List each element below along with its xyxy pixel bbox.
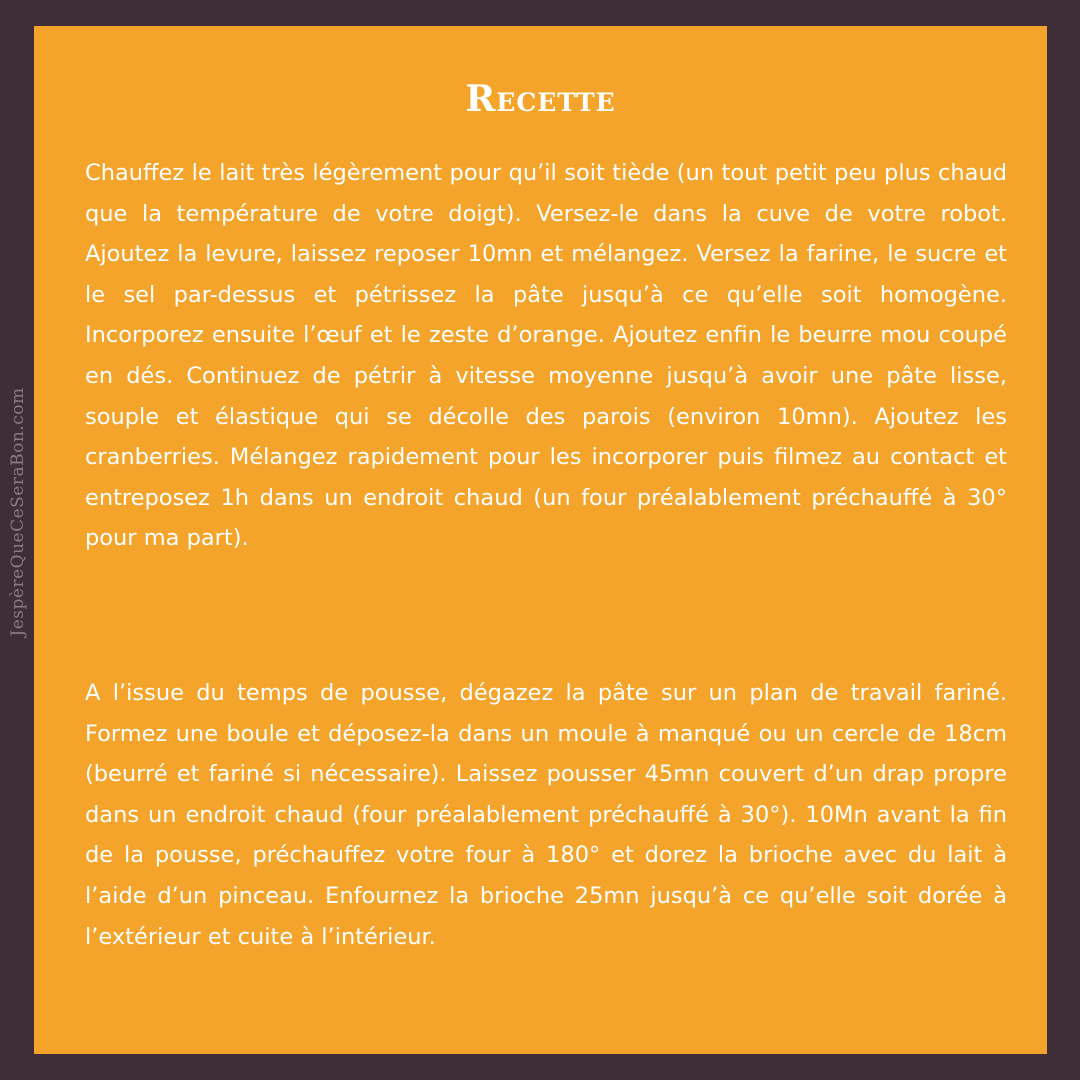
site-watermark: JespèreQueCeSeraBon.com (8, 387, 28, 637)
recipe-paragraph-1: Chauffez le lait très légèrement pour qu’il soit tiède (un tout petit peu plus chaud que la température de votre doigt). Versez-le dans la cuve de votre robot. Ajoutez la levure, laissez reposer 10mn et mélangez. Versez la farine, le sucre et le sel par-dessus et pétrissez la pâte jusqu’à ce qu’elle soit homogène. Incorporez ensuite l’œuf et le zeste d’orange. Ajoutez enfin le beurre mou coupé en dés. Continuez de pétrir à vitesse moyenne jusqu’à avoir une pâte lisse, souple et élastique qui se décolle des parois (environ 10mn). Ajoutez les cranberries. Mélangez rapidement pour les incorporer puis filmez au contact et entreposez 1h dans un endroit chaud (un four préalablement préchauffé à 30° pour ma part). (85, 160, 1007, 552)
recipe-card (34, 26, 1047, 1054)
recipe-paragraph-2: A l’issue du temps de pousse, dégazez la pâte sur un plan de travail fariné. Formez une boule et déposez-la dans un moule à manqué ou un cercle de 18cm (beurré et fariné si nécessaire). Laissez pousser 45mn couvert d’un drap propre dans un endroit chaud (four préalablement préchauffé à 30°). 10Mn avant la fin de la pousse, préchauffez votre four à 180° et dorez la brioche avec du lait à l’aide d’un pinceau. Enfournez la brioche 25mn jusqu’à ce qu’elle soit dorée à l’extérieur et cuite à l’intérieur. (85, 680, 1007, 950)
recipe-title: Recette (465, 78, 616, 120)
